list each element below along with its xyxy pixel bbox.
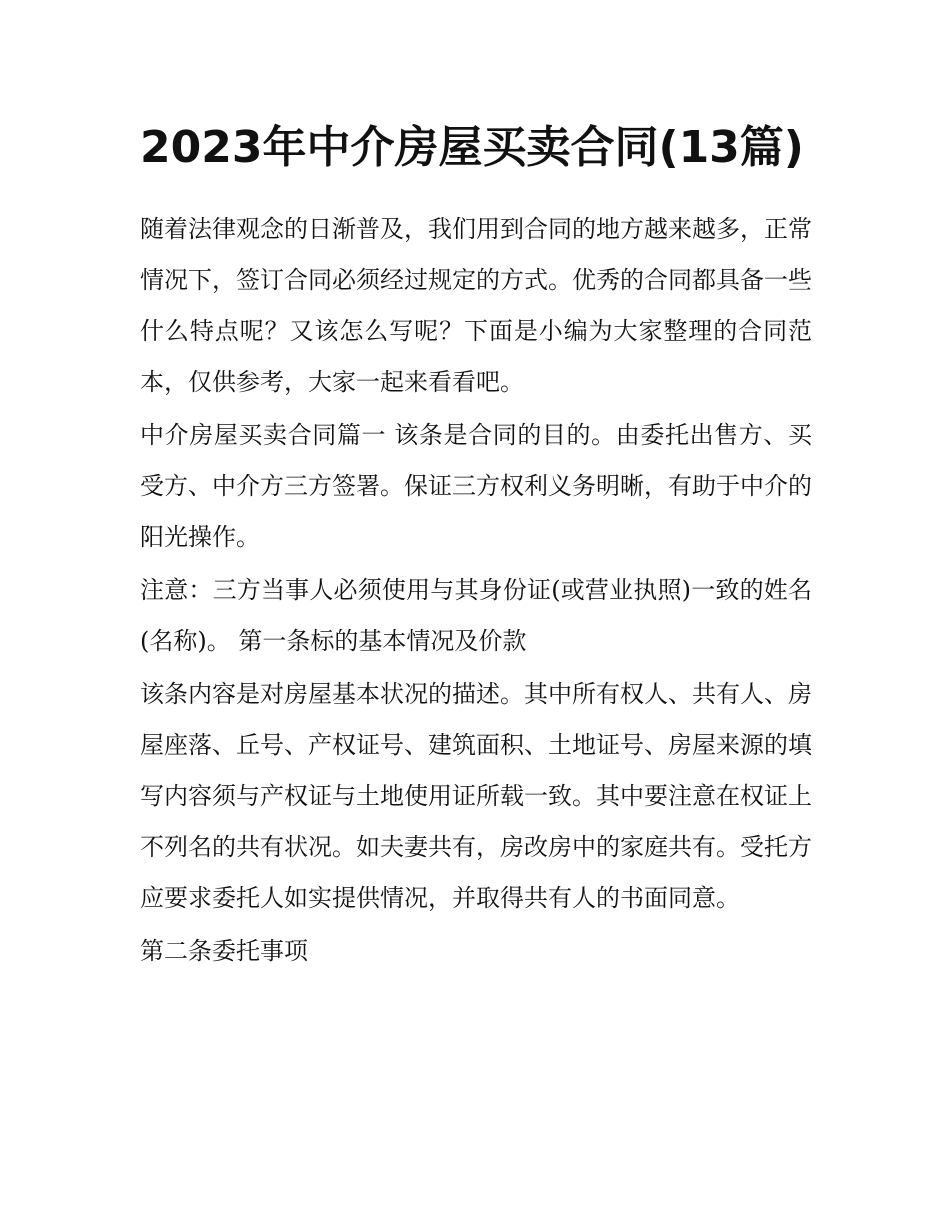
contract-purpose-paragraph: 中介房屋买卖合同篇一 该条是合同的目的。由委托出售方、买受方、中介方三方签署。保证三方权利义务明晰，有助于中介的阳光操作。 (140, 421, 812, 551)
notice-paragraph: 注意：三方当事人必须使用与其身份证(或营业执照)一致的姓名(名称)。 第一条标的基本情况及价款 (140, 576, 812, 655)
document-title: 2023年中介房屋买卖合同(13篇) (140, 122, 804, 173)
property-description-paragraph: 该条内容是对房屋基本状况的描述。其中所有权人、共有人、房屋座落、丘号、产权证号、建筑面积、土地证号、房屋来源的填写内容须与产权证与土地使用证所载一致。其中要注意在权证上不列名的共有状况。如夫妻共有，房改房中的家庭共有。受托方应要求委托人如实提供情况，并取得共有人的书面同意。 (140, 680, 812, 912)
section-heading-entrusted-matters: 第二条委托事项 (140, 937, 308, 965)
document-page (140, 112, 812, 979)
intro-paragraph: 随着法律观念的日渐普及，我们用到合同的地方越来越多，正常情况下，签订合同必须经过规定的方式。优秀的合同都具备一些什么特点呢？又该怎么写呢？下面是小编为大家整理的合同范本，仅供参考，大家一起来看看吧。 (140, 215, 812, 396)
